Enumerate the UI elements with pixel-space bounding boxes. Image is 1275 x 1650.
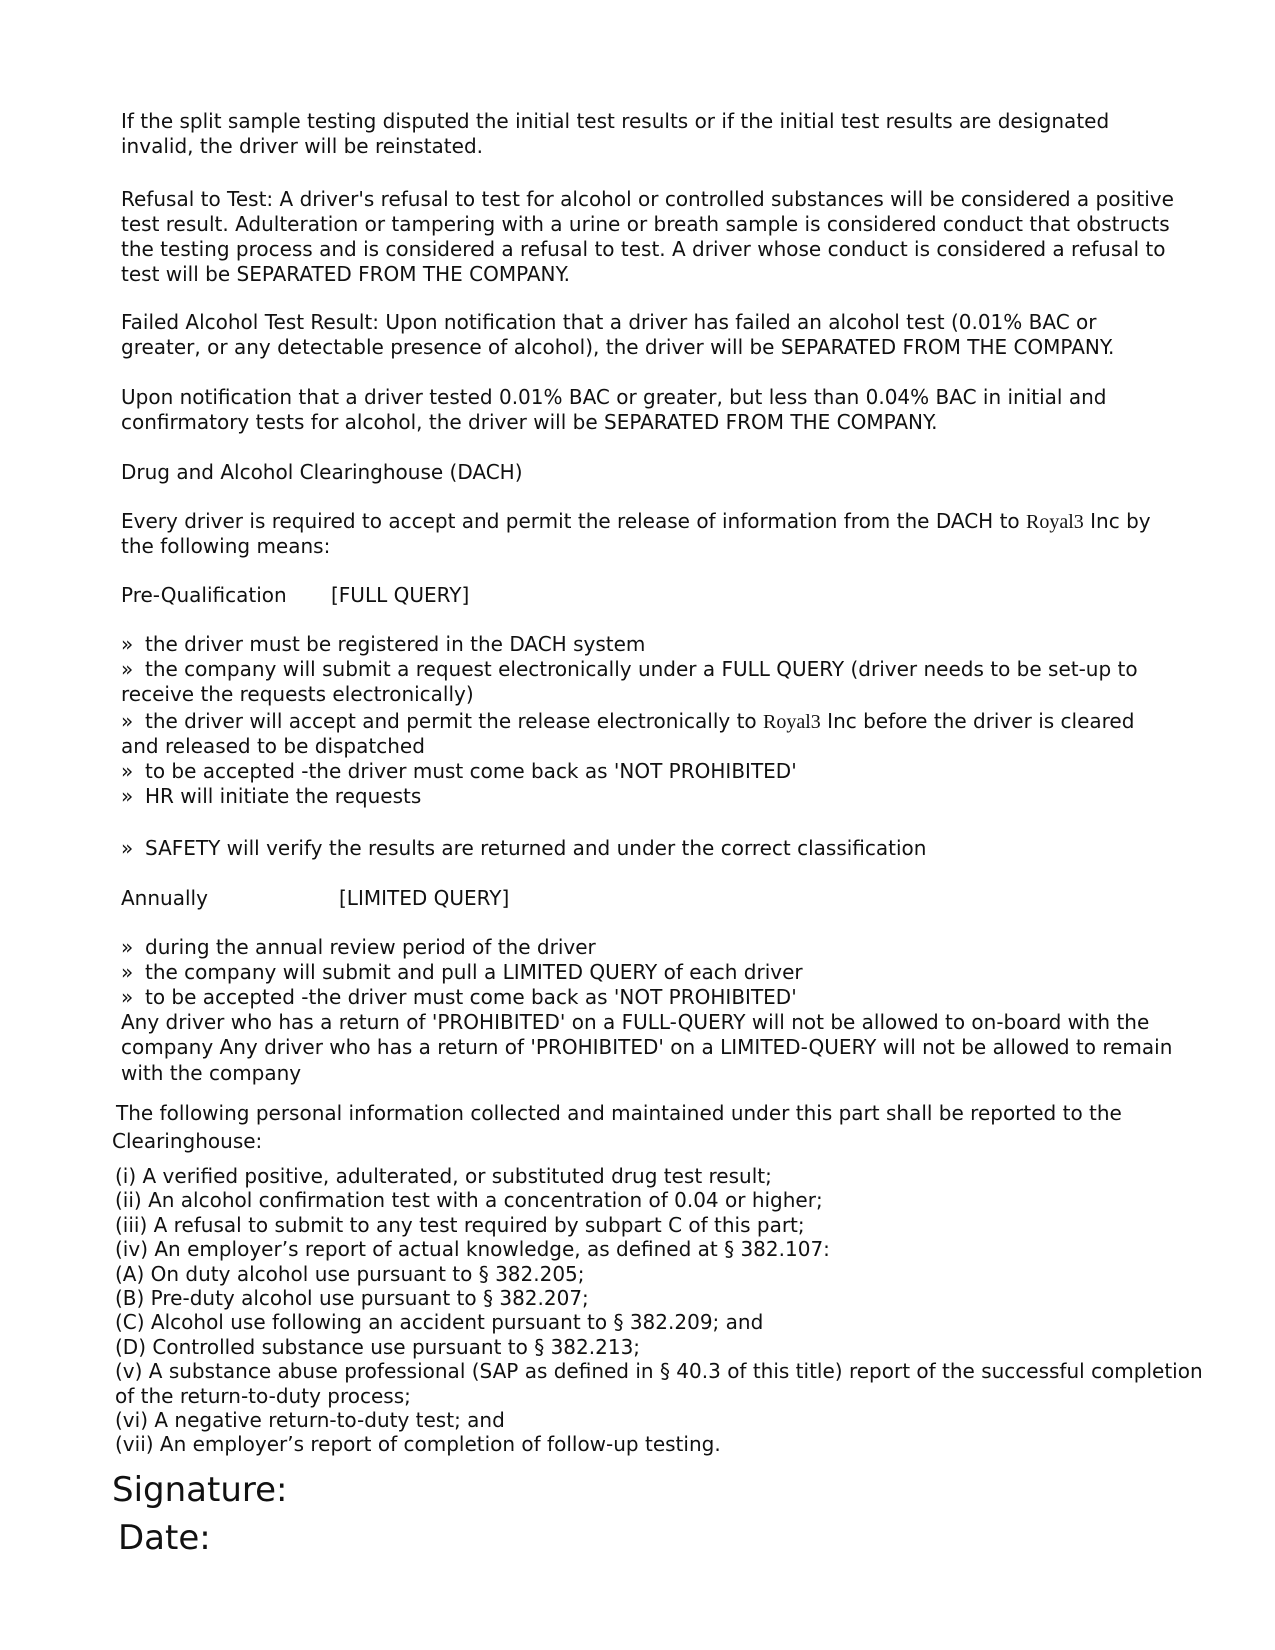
bullet-icon: » <box>121 632 134 656</box>
company-name: Royal3 <box>763 711 821 733</box>
dach-release-paragraph <box>121 509 1151 559</box>
company-name: Royal3 <box>1026 511 1084 533</box>
bullet-icon: » <box>121 960 134 984</box>
text-line: If the split sample testing disputed the initial test results or if the initial test results are designated <box>121 109 1110 133</box>
list-item: (vii) An employer’s report of completion of follow-up testing. <box>115 1432 721 1457</box>
list-item-text: the company will submit and pull a LIMITED QUERY of each driver <box>145 960 803 984</box>
text-line: test will be SEPARATED FROM THE COMPANY. <box>121 262 571 286</box>
failed-alcohol-test-paragraph <box>121 310 1114 360</box>
dach-heading-text: Drug and Alcohol Clearinghouse (DACH) <box>121 460 523 484</box>
list-item <box>121 759 1138 784</box>
reporting-items-list <box>115 1164 1203 1457</box>
list-item: of the return-to-duty process; <box>115 1383 411 1408</box>
text-line: Any driver who has a return of 'PROHIBITED' on a FULL-QUERY will not be allowed to on-board with the <box>121 1010 1150 1034</box>
list-item-text: the driver must be registered in the DACH system <box>145 632 646 656</box>
bullet-icon: » <box>121 935 134 959</box>
bullet-icon: » <box>121 657 134 681</box>
bullet-icon: » <box>121 759 134 783</box>
text-line: the following means: <box>121 534 331 558</box>
pre-qualification-list <box>121 632 1138 809</box>
safety-verify-item <box>121 836 926 861</box>
text-segment: Every driver is required to accept and permit the release of information from the DACH to <box>121 509 1026 533</box>
list-item: (v) A substance abuse professional (SAP as defined in § 40.3 of this title) report of the successful completion <box>115 1359 1203 1384</box>
text-line <box>121 583 469 608</box>
list-item: (B) Pre-duty alcohol use pursuant to § 382.207; <box>115 1285 589 1310</box>
bullet-icon: » <box>121 836 134 860</box>
text-line: Upon notification that a driver tested 0.01% BAC or greater, but less than 0.04% BAC in initial and <box>121 385 1107 409</box>
text-line: test result. Adulteration or tampering with a urine or breath sample is considered conduct that obstructs <box>121 212 1170 236</box>
annually-label: Annually <box>121 886 208 910</box>
signature-label: Signature: <box>112 1470 288 1510</box>
text-line: company Any driver who has a return of 'PROHIBITED' on a LIMITED-QUERY will not be allowed to remain <box>121 1035 1173 1059</box>
list-item <box>121 657 1138 682</box>
annual-heading <box>121 886 509 911</box>
reinstatement-paragraph <box>121 109 1109 159</box>
bullet-icon: » <box>121 784 134 808</box>
list-item <box>121 960 1172 985</box>
text-line: Clearinghouse: <box>112 1129 263 1153</box>
annual-list <box>121 935 1172 1086</box>
list-item: (iv) An employer’s report of actual knowledge, as defined at § 382.107: <box>115 1237 830 1262</box>
list-item: (i) A verified positive, adulterated, or substituted drug test result; <box>115 1164 772 1188</box>
list-item <box>121 784 1138 809</box>
text-line: invalid, the driver will be reinstated. <box>121 134 484 158</box>
list-item-text: during the annual review period of the driver <box>145 935 596 959</box>
text-segment: Inc by <box>1083 509 1151 533</box>
pre-qualification-label: Pre-Qualification <box>121 583 287 607</box>
text-segment: the driver will accept and permit the release electronically to <box>145 709 764 733</box>
text-line: greater, or any detectable presence of alcohol), the driver will be SEPARATED FROM THE COMPANY. <box>121 335 1115 359</box>
text-segment: Inc before the driver is cleared <box>820 709 1135 733</box>
refusal-to-test-paragraph <box>121 187 1174 287</box>
list-item <box>121 935 1172 960</box>
list-item-continuation: receive the requests electronically) <box>121 682 474 706</box>
text-line: The following personal information collected and maintained under this part shall be reported to the <box>116 1101 1122 1125</box>
dach-heading <box>121 460 523 485</box>
text-line: the testing process and is considered a refusal to test. A driver whose conduct is considered a refusal to <box>121 237 1166 261</box>
full-query-label: [FULL QUERY] <box>331 583 470 607</box>
bullet-icon: » <box>121 709 134 733</box>
bullet-icon: » <box>121 985 134 1009</box>
text-line: Refusal to Test: A driver's refusal to test for alcohol or controlled substances will be considered a positive <box>121 187 1174 211</box>
list-item-text: HR will initiate the requests <box>145 784 422 808</box>
bac-notification-paragraph <box>121 385 1106 435</box>
list-item: (A) On duty alcohol use pursuant to § 382.205; <box>115 1261 585 1286</box>
text-line: confirmatory tests for alcohol, the driver will be SEPARATED FROM THE COMPANY. <box>121 410 938 434</box>
list-item: (C) Alcohol use following an accident pursuant to § 382.209; and <box>115 1310 764 1335</box>
list-item: (iii) A refusal to submit to any test required by subpart C of this part; <box>115 1212 805 1237</box>
list-item-continuation: and released to be dispatched <box>121 734 425 758</box>
list-item-text: to be accepted -the driver must come back as 'NOT PROHIBITED' <box>145 759 797 783</box>
list-item-text: to be accepted -the driver must come back as 'NOT PROHIBITED' <box>145 985 797 1009</box>
limited-query-label: [LIMITED QUERY] <box>339 886 510 910</box>
list-item: (ii) An alcohol confirmation test with a concentration of 0.04 or higher; <box>115 1188 823 1213</box>
list-item-text: SAFETY will verify the results are returned and under the correct classification <box>145 836 927 860</box>
text-line <box>121 886 509 911</box>
list-item: (vi) A negative return-to-duty test; and <box>115 1407 505 1432</box>
list-item-text: the company will submit a request electronically under a FULL QUERY (driver needs to be set-up to <box>145 657 1138 681</box>
text-line: Failed Alcohol Test Result: Upon notification that a driver has failed an alcohol test (0.01% BAC or <box>121 310 1097 334</box>
text-line <box>121 509 1151 534</box>
date-label: Date: <box>118 1518 211 1558</box>
list-item <box>121 709 1138 734</box>
list-item <box>121 985 1172 1010</box>
list-item <box>121 836 926 861</box>
pre-qualification-heading <box>121 583 469 608</box>
list-item: (D) Controlled substance use pursuant to § 382.213; <box>115 1334 641 1359</box>
text-line: with the company <box>121 1061 302 1085</box>
list-item <box>121 632 1138 657</box>
reporting-intro-paragraph <box>112 1099 1122 1155</box>
